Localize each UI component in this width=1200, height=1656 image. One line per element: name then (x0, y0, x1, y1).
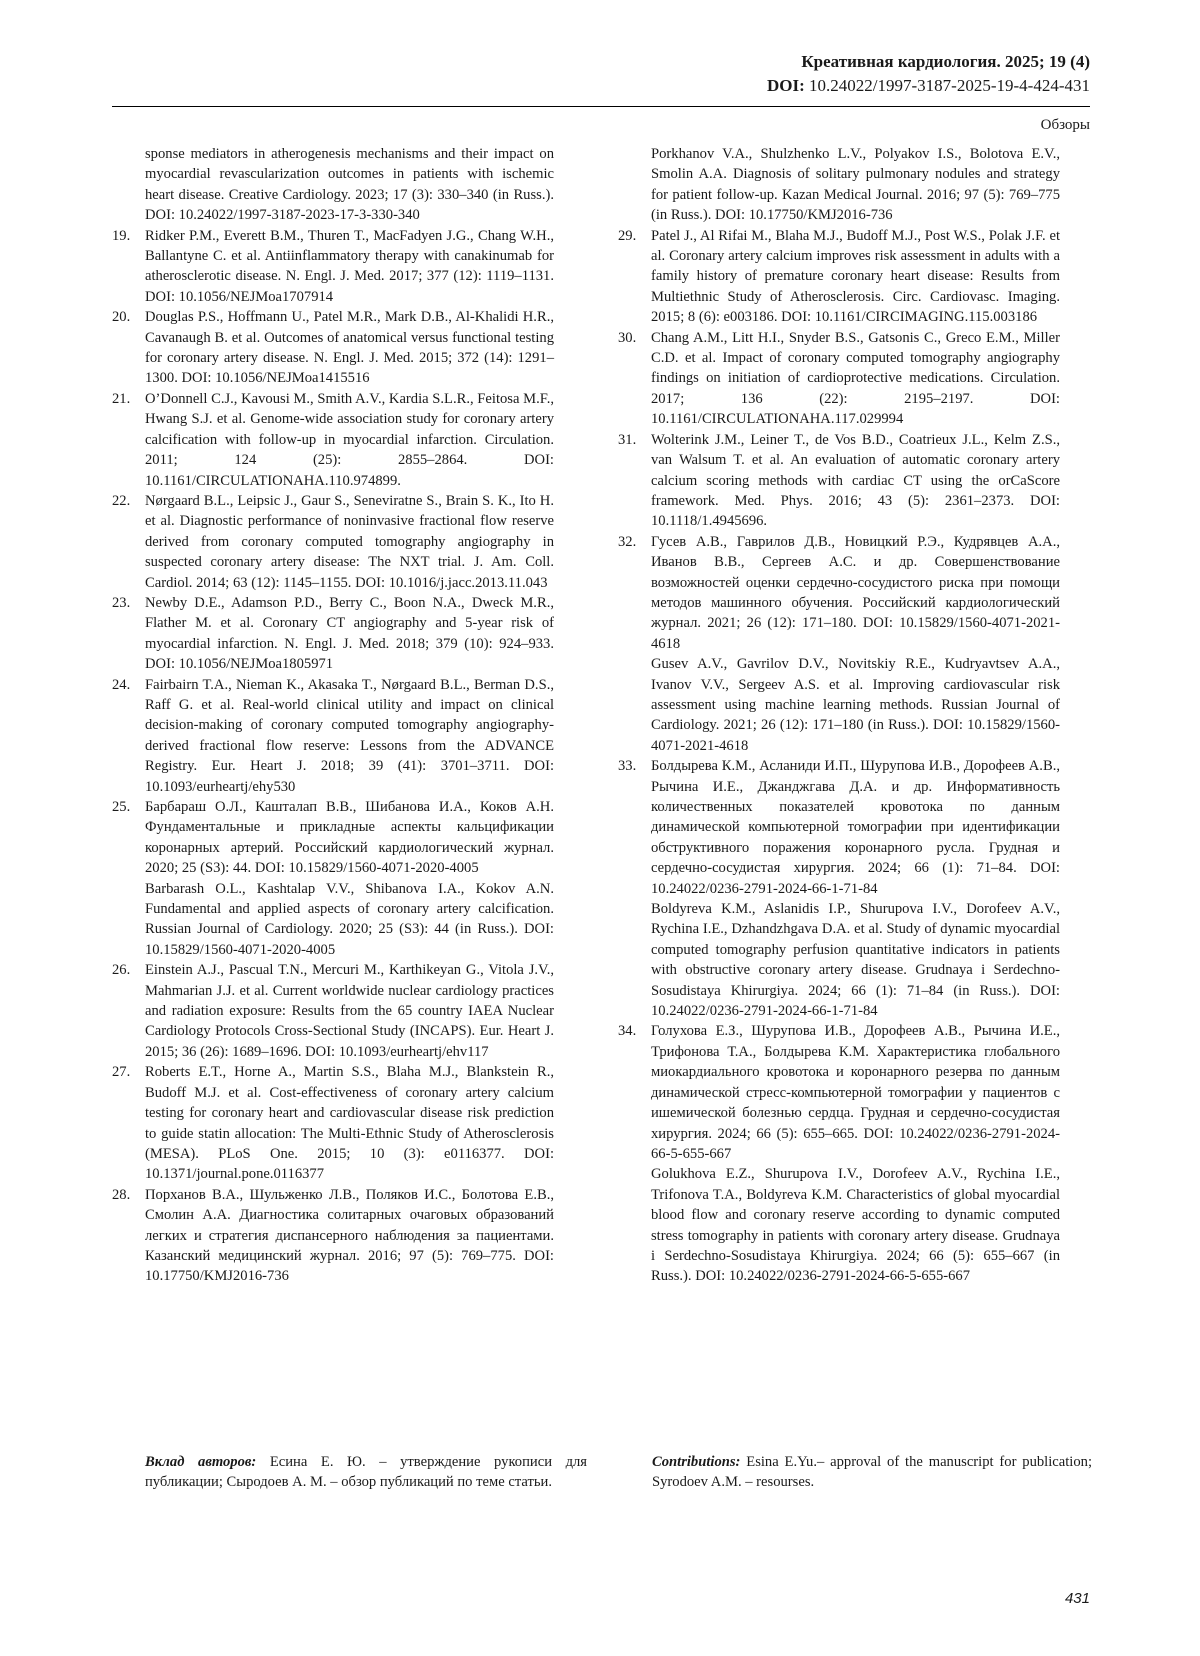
reference-item (618, 1021, 1060, 1286)
reference-number: 24. (112, 675, 145, 797)
reference-number: 33. (618, 756, 651, 1021)
contributions-ru-text: Есина Е. Ю. – утверждение рукописи для публикации; Сыродоев А. М. – обзор публикаций по теме статьи. (145, 1454, 587, 1490)
reference-text: Барбараш О.Л., Кашталап В.В., Шибанова И.А., Коков А.Н. Фундаментальные и прикладные аспекты кальцификации коронарных артерий. Российский кардиологический журнал. 2020; 25 (S3): 44. DOI: 10.15829/1560-4071-2020-4005 (145, 797, 554, 879)
page-number: 431 (1065, 1590, 1090, 1607)
reference-body (145, 1185, 554, 1287)
reference-text: Porkhanov V.A., Shulzhenko L.V., Polyakov I.S., Bolotova E.V., Smolin A.A. Diagnosis of solitary pulmonary nodules and strategy for patient follow-up. Kazan Medical Journal. 2016; 97 (5): 769–775 (in Russ.). DOI: 10.17750/KMJ2016-736 (651, 144, 1060, 226)
reference-item (112, 797, 554, 960)
reference-body (651, 226, 1060, 328)
contributions-en (652, 1452, 1092, 1493)
reference-item (618, 226, 1060, 328)
reference-body (145, 797, 554, 960)
reference-item (112, 491, 554, 593)
running-header (112, 50, 1090, 98)
reference-text: Порханов В.А., Шульженко Л.В., Поляков И.С., Болотова Е.В., Смолин А.А. Диагностика солитарных очаговых образований легких и стратегия диспансерного наблюдения за пациентами. Казанский медицинский журнал. 2016; 97 (5): 769–775. DOI: 10.17750/KMJ2016-736 (145, 1185, 554, 1287)
reference-item (618, 430, 1060, 532)
reference-number: 23. (112, 593, 145, 675)
reference-body (145, 491, 554, 593)
reference-item (112, 675, 554, 797)
journal-title: Креативная кардиология. 2025; 19 (4) (112, 50, 1090, 74)
reference-body (145, 675, 554, 797)
reference-item (618, 756, 1060, 1021)
reference-text: Болдырева К.М., Асланиди И.П., Шурупова И.В., Дорофеев А.В., Рычина И.Е., Джанджгава Д.А. и др. Информативность количественных показателей кровотока по данным динамической компьютерной томографии при идентификации обструктивного поражения коронарного русла. Грудная и сердечно-сосудистая хирургия. 2024; 66 (1): 71–84. DOI: 10.24022/0236-2791-2024-66-1-71-84 (651, 756, 1060, 899)
contributions-ru-label: Вклад авторов: (145, 1454, 256, 1470)
article-doi (112, 74, 1090, 98)
reference-item (112, 307, 554, 389)
reference-number: 34. (618, 1021, 651, 1286)
reference-item (112, 1062, 554, 1184)
reference-number: 29. (618, 226, 651, 328)
contributions-ru (145, 1452, 587, 1493)
reference-body (145, 1062, 554, 1184)
doi-label: DOI: (767, 76, 805, 95)
reference-item (112, 1185, 554, 1287)
reference-item (112, 226, 554, 308)
reference-text: Gusev A.V., Gavrilov D.V., Novitskiy R.E., Kudryavtsev A.A., Ivanov V.V., Sergeev A.S. et al. Improving cardiovascular risk assessment using machine learning methods. Russian Journal of Cardiology. 2021; 26 (12): 171–180 (in Russ.). DOI: 10.15829/1560-4071-2021-4618 (651, 654, 1060, 756)
reference-text: Гусев А.В., Гаврилов Д.В., Новицкий Р.Э., Кудрявцев А.А., Иванов В.В., Сергеев А.С. и др. Совершенствование возможностей оценки сердечно-сосудистого риска при помощи методов машинного обучения. Российский кардиологический журнал. 2021; 26 (12): 171–180. DOI: 10.15829/1560-4071-2021-4618 (651, 532, 1060, 654)
reference-text: sponse mediators in atherogenesis mechanisms and their impact on myocardial revascularization outcomes in patients with ischemic heart disease. Creative Cardiology. 2023; 17 (3): 330–340 (in Russ.). DOI: 10.24022/1997-3187-2023-17-3-330-340 (145, 144, 554, 226)
reference-item (112, 144, 554, 226)
reference-number: 26. (112, 960, 145, 1062)
reference-body (651, 756, 1060, 1021)
reference-text: Douglas P.S., Hoffmann U., Patel M.R., Mark D.B., Al-Khalidi H.R., Cavanaugh B. et al. Outcomes of anatomical versus functional testing for coronary artery disease. N. Engl. J. Med. 2015; 372 (14): 1291–1300. DOI: 10.1056/NEJMoa1415516 (145, 307, 554, 389)
reference-text: Newby D.E., Adamson P.D., Berry C., Boon N.A., Dweck M.R., Flather M. et al. Coronary CT angiography and 5-year risk of myocardial infarction. N. Engl. J. Med. 2018; 379 (10): 924–933. DOI: 10.1056/NEJMoa1805971 (145, 593, 554, 675)
references-right-column (618, 144, 1060, 1287)
reference-item (618, 532, 1060, 756)
reference-item (112, 593, 554, 675)
reference-item (112, 960, 554, 1062)
reference-number: 25. (112, 797, 145, 960)
reference-text: Голухова Е.З., Шурупова И.В., Дорофеев А.В., Рычина И.Е., Трифонова Т.А., Болдырева К.М. Характеристика глобального миокардиального кровотока и коронарного резерва по данным динамической стресс-компьютерной томографии у пациентов с ишемической болезнью сердца. Грудная и сердечно-сосудистая хирургия. 2024; 66 (5): 655–665. DOI: 10.24022/0236-2791-2024-66-5-655-667 (651, 1021, 1060, 1164)
reference-text: O’Donnell C.J., Kavousi M., Smith A.V., Kardia S.L.R., Feitosa M.F., Hwang S.J. et al. Genome-wide association study for coronary artery calcification with follow-up in myocardial infarction. Circulation. 2011; 124 (25): 2855–2864. DOI: 10.1161/CIRCULATIONAHA.110.974899. (145, 389, 554, 491)
reference-body (651, 532, 1060, 756)
reference-text: Einstein A.J., Pascual T.N., Mercuri M., Karthikeyan G., Vitola J.V., Mahmarian J.J. et al. Current worldwide nuclear cardiology practices and radiation exposure: Results from the 65 country IAEA Nuclear Cardiology Protocols Cross-Sectional Study (INCAPS). Eur. Heart J. 2015; 36 (26): 1689–1696. DOI: 10.1093/eurheartj/ehv117 (145, 960, 554, 1062)
reference-text: Chang A.M., Litt H.I., Snyder B.S., Gatsonis C., Greco E.M., Miller C.D. et al. Impact of coronary computed tomography angiography findings on initiation of cardioprotective medications. Circulation. 2017; 136 (22): 2195–2197. DOI: 10.1161/CIRCULATIONAHA.117.029994 (651, 328, 1060, 430)
contributions-en-label: Contributions: (652, 1454, 740, 1470)
reference-body (145, 389, 554, 491)
reference-item (112, 389, 554, 491)
reference-number: 27. (112, 1062, 145, 1184)
reference-number: 21. (112, 389, 145, 491)
reference-number: 32. (618, 532, 651, 756)
reference-text: Patel J., Al Rifai M., Blaha M.J., Budoff M.J., Post W.S., Polak J.F. et al. Coronary artery calcium improves risk assessment in adults with a family history of premature coronary heart disease: Results from Multiethnic Study of Atherosclerosis. Circ. Cardiovasc. Imaging. 2015; 8 (6): e003186. DOI: 10.1161/CIRCIMAGING.115.003186 (651, 226, 1060, 328)
doi-value: 10.24022/1997-3187-2025-19-4-424-431 (809, 76, 1090, 95)
reference-body (145, 960, 554, 1062)
reference-item (618, 144, 1060, 226)
reference-body (651, 328, 1060, 430)
reference-body (145, 144, 554, 226)
reference-number: 28. (112, 1185, 145, 1287)
contributions-en-text: Esina E.Yu.– approval of the manuscript for publication; Syrodoev A.M. – resourses. (652, 1454, 1092, 1490)
references-left-column (112, 144, 554, 1287)
section-label: Обзоры (1041, 114, 1090, 136)
reference-number: 20. (112, 307, 145, 389)
reference-text: Nørgaard B.L., Leipsic J., Gaur S., Seneviratne S., Brain S. K., Ito H. et al. Diagnostic performance of noninvasive fractional flow reserve derived from coronary computed tomography angiography in suspected coronary artery disease: The NXT trial. J. Am. Coll. Cardiol. 2014; 63 (12): 1145–1155. DOI: 10.1016/j.jacc.2013.11.043 (145, 491, 554, 593)
reference-item (618, 328, 1060, 430)
reference-number: 19. (112, 226, 145, 308)
reference-body (145, 307, 554, 389)
reference-text: Ridker P.M., Everett B.M., Thuren T., MacFadyen J.G., Chang W.H., Ballantyne C. et al. Antiinflammatory therapy with canakinumab for atherosclerotic disease. N. Engl. J. Med. 2017; 377 (12): 1119–1131. DOI: 10.1056/NEJMoa1707914 (145, 226, 554, 308)
reference-body (145, 226, 554, 308)
reference-number: 30. (618, 328, 651, 430)
reference-number: 22. (112, 491, 145, 593)
reference-body (651, 144, 1060, 226)
reference-text: Wolterink J.M., Leiner T., de Vos B.D., Coatrieux J.L., Kelm Z.S., van Walsum T. et al. An evaluation of automatic coronary artery calcium scoring methods with cardiac CT using the orCaScore framework. Med. Phys. 2016; 43 (5): 2361–2373. DOI: 10.1118/1.4945696. (651, 430, 1060, 532)
reference-text: Roberts E.T., Horne A., Martin S.S., Blaha M.J., Blankstein R., Budoff M.J. et al. Cost-effectiveness of coronary artery calcium testing for coronary heart and cardiovascular disease risk prediction to guide statin allocation: The Multi-Ethnic Study of Atherosclerosis (MESA). PLoS One. 2015; 10 (3): e0116377. DOI: 10.1371/journal.pone.0116377 (145, 1062, 554, 1184)
reference-body (651, 430, 1060, 532)
reference-number: 31. (618, 430, 651, 532)
reference-body (651, 1021, 1060, 1286)
header-rule (112, 106, 1090, 107)
reference-text: Fairbairn T.A., Nieman K., Akasaka T., Nørgaard B.L., Berman D.S., Raff G. et al. Real-world clinical utility and impact on clinical decision-making of coronary computed tomography angiography-derived fractional flow reserve: Lessons from the ADVANCE Registry. Eur. Heart J. 2018; 39 (41): 3701–3711. DOI: 10.1093/eurheartj/ehy530 (145, 675, 554, 797)
reference-text: Boldyreva K.M., Aslanidis I.P., Shurupova I.V., Dorofeev A.V., Rychina I.E., Dzhandzhgava D.A. et al. Study of dynamic myocardial computed tomography perfusion quantitative indicators in patients with obstructive coronary artery disease. Grudnaya i Serdechno-Sosudistaya Khirurgiya. 2024; 66 (1): 71–84 (in Russ.). DOI: 10.24022/0236-2791-2024-66-1-71-84 (651, 899, 1060, 1021)
reference-body (145, 593, 554, 675)
reference-text: Golukhova E.Z., Shurupova I.V., Dorofeev A.V., Rychina I.E., Trifonova T.A., Boldyreva K.M. Characteristics of global myocardial blood flow and coronary reserve according to dynamic computed stress tomography in patients with coronary artery disease. Grudnaya i Serdechno-Sosudistaya Khirurgiya. 2024; 66 (5): 655–667 (in Russ.). DOI: 10.24022/0236-2791-2024-66-5-655-667 (651, 1164, 1060, 1286)
reference-text: Barbarash O.L., Kashtalap V.V., Shibanova I.A., Kokov A.N. Fundamental and applied aspects of coronary artery calcification. Russian Journal of Cardiology. 2020; 25 (S3): 44 (in Russ.). DOI: 10.15829/1560-4071-2020-4005 (145, 879, 554, 961)
